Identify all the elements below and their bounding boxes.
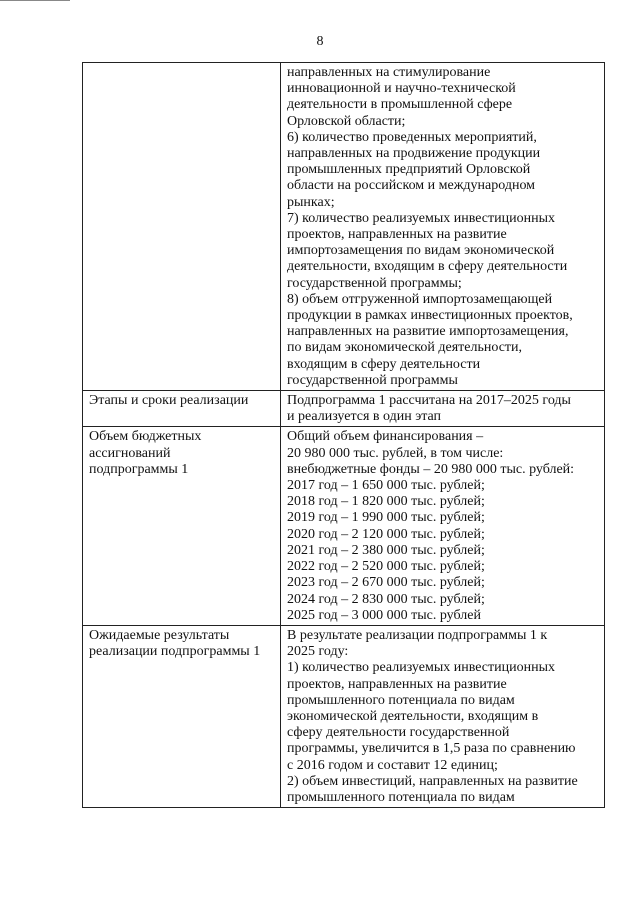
content-line: 2023 год – 2 670 000 тыс. рублей; [287, 575, 485, 591]
content-line: с 2016 годом и составит 12 единиц; [287, 757, 498, 773]
content-line: 2019 год – 1 990 000 тыс. рублей; [287, 510, 485, 526]
content-line: Подпрограмма 1 рассчитана на 2017–2025 годы [287, 393, 571, 409]
content-line: входящим в сферу деятельности [287, 356, 481, 372]
table-row-expected-results [83, 625, 605, 807]
content-line: 6) количество проведенных мероприятий, [287, 129, 537, 145]
content-line: промышленного потенциала по видам [287, 789, 515, 805]
content-line: 8) объем отгруженной импортозамещающей [287, 291, 553, 307]
content-line: 2) объем инвестиций, направленных на развитие [287, 773, 578, 789]
content-line: проектов, направленных на развитие [287, 227, 507, 243]
content-line: 7) количество реализуемых инвестиционных [287, 210, 556, 226]
content-line: инновационной и научно-технической [287, 81, 516, 97]
content-line: 2017 год – 1 650 000 тыс. рублей; [287, 478, 485, 494]
content-line: государственной программы; [287, 275, 462, 291]
content-line: продукции в рамках инвестиционных проектов, [287, 308, 573, 324]
content-line: 2025 году: [287, 644, 349, 660]
content-line: 2025 год – 3 000 000 тыс. рублей [287, 607, 481, 623]
row-label-cell [83, 63, 281, 391]
row-content-cell [281, 63, 605, 391]
content-line: 20 980 000 тыс. рублей, в том числе: [287, 445, 504, 461]
row-label-cell [83, 427, 281, 625]
content-line: области на российском и международном [287, 178, 536, 194]
content-line: государственной программы [287, 372, 458, 388]
content-line: программы, увеличится в 1,5 раза по сравнению [287, 741, 576, 757]
content-line: деятельности в промышленной сфере [287, 97, 513, 113]
content-line: направленных на стимулирование [287, 65, 491, 80]
content-line: Орловской области; [287, 113, 406, 129]
row-label-cell [83, 391, 281, 427]
content-line: 2021 год – 2 380 000 тыс. рублей; [287, 542, 485, 558]
row-label-line: Ожидаемые результаты [89, 627, 230, 643]
content-line: по видам экономической деятельности, [287, 340, 523, 356]
table-row-budget [83, 427, 605, 625]
content-line: 2020 год – 2 120 000 тыс. рублей; [287, 526, 485, 542]
content-line: промышленных предприятий Орловской [287, 162, 531, 178]
content-line: В результате реализации подпрограммы 1 к [287, 627, 548, 643]
row-label-line: ассигнований [89, 445, 171, 461]
content-line: проектов, направленных на развитие [287, 676, 507, 692]
row-content-cell [281, 391, 605, 427]
table-row-indicators-continued [83, 63, 605, 391]
content-line: деятельности, входящим в сферу деятельности [287, 259, 568, 275]
row-content-cell [281, 625, 605, 807]
row-label-cell [83, 625, 281, 807]
content-line: экономической деятельности, входящим в [287, 708, 539, 724]
content-line: рынках; [287, 194, 335, 210]
row-content-cell [281, 427, 605, 625]
content-line: 1) количество реализуемых инвестиционных [287, 660, 556, 676]
table-row-stages [83, 391, 605, 427]
scan-edge-line [0, 0, 70, 1]
row-label-line: реализации подпрограммы 1 [89, 644, 261, 660]
page-number: 8 [316, 34, 324, 49]
content-line: Общий объем финансирования – [287, 429, 484, 445]
content-line: и реализуется в один этап [287, 409, 442, 425]
content-line: промышленного потенциала по видам [287, 692, 515, 708]
content-line: направленных на развитие импортозамещения, [287, 324, 569, 340]
passport-table [82, 62, 605, 808]
content-line: импортозамещения по видам экономической [287, 243, 555, 259]
content-line: 2024 год – 2 830 000 тыс. рублей; [287, 591, 485, 607]
row-label-empty [89, 65, 278, 81]
content-line: направленных на продвижение продукции [287, 146, 541, 162]
row-label-line: Этапы и сроки реализации [89, 393, 249, 409]
content-line: сферу деятельности государственной [287, 725, 510, 741]
row-label-line: подпрограммы 1 [89, 461, 189, 477]
content-line: внебюджетные фонды – 20 980 000 тыс. рублей: [287, 461, 575, 477]
content-line: 2018 год – 1 820 000 тыс. рублей; [287, 494, 485, 510]
row-label-line: Объем бюджетных [89, 429, 202, 445]
content-line: 2022 год – 2 520 000 тыс. рублей; [287, 559, 485, 575]
